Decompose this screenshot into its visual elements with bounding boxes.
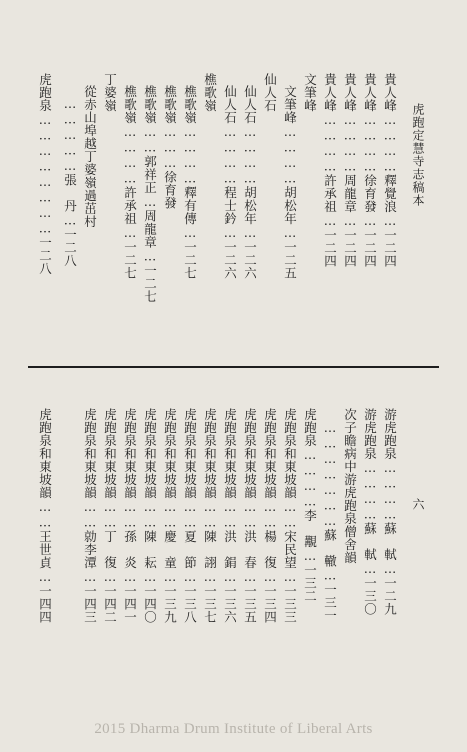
toc-entry: 次子瞻病中游虎跑泉僧舍韻 bbox=[342, 408, 358, 564]
page-number: 六 bbox=[411, 498, 425, 511]
toc-entry: 文筆峰 bbox=[302, 73, 318, 112]
toc-entry: 虎跑泉和東坡韻……丁 復…一四二 bbox=[102, 408, 118, 624]
toc-entry: 貴人峰…………許承祖…一二四 bbox=[322, 73, 338, 268]
toc-entry: 虎跑泉…………李 覯…一三二 bbox=[302, 408, 318, 603]
section-divider bbox=[28, 366, 439, 368]
toc-entry: 虎跑泉和東坡韻……陳 耘…一四〇 bbox=[142, 408, 158, 624]
toc-entry: 文筆峰…………胡松年…一二五 bbox=[282, 85, 298, 280]
toc-entry: 樵歌嶺…………釋有傳…一二七 bbox=[182, 85, 198, 280]
book-title: 虎跑定慧寺志稿本 bbox=[411, 103, 425, 207]
toc-entry: 從赤山埠越丁婆嶺過茁村 bbox=[82, 85, 98, 228]
toc-entry: 虎跑泉和東坡韻……陳 詡…一三七 bbox=[202, 408, 218, 624]
toc-entry: 虎跑泉和東坡韻……宋民望…一三三 bbox=[282, 408, 298, 624]
toc-entry: 樵歌嶺……郭祥正…周龍章…一二七 bbox=[142, 85, 158, 303]
toc-entry: 虎跑泉和東坡韻……勍李潭…一四三 bbox=[82, 408, 98, 624]
toc-entry: 虎跑泉和東坡韻……洪 鋗…一三六 bbox=[222, 408, 238, 624]
toc-entry: 樵歌嶺………徐育發 bbox=[162, 85, 178, 210]
toc-entry: 仙人石…………程士鈐…一二六 bbox=[222, 85, 238, 280]
toc-entry: 仙人石…………胡松年…一二六 bbox=[242, 85, 258, 280]
toc-entry: 仙人石 bbox=[262, 73, 278, 112]
toc-entry: 樵歌嶺…………許承祖…一二七 bbox=[122, 85, 138, 280]
toc-entry: 游虎跑泉…………蘇 軾…一二九 bbox=[382, 408, 398, 616]
toc-entry: 虎跑泉和東坡韻……慶 童…一三九 bbox=[162, 408, 178, 624]
toc-entry: ……………張 丹…一二八 bbox=[62, 96, 78, 267]
toc-entry: 貴人峰…………徐育發…一二四 bbox=[362, 73, 378, 268]
toc-entry: 貴人峰…………釋覺浪…一二四 bbox=[382, 73, 398, 268]
toc-entry: 虎跑泉和東坡韻……孫 炎…一四一 bbox=[122, 408, 138, 624]
watermark: 2015 Dharma Drum Institute of Liberal Arts bbox=[94, 721, 373, 737]
toc-entry: 虎跑泉和東坡韻……夏 節…一三八 bbox=[182, 408, 198, 624]
toc-entry: 游虎跑泉…………蘇 軾…一三〇 bbox=[362, 408, 378, 616]
toc-entry: 虎跑泉和東坡韻……王世貞…一四四 bbox=[37, 408, 53, 624]
toc-entry: 虎跑泉和東坡韻……楊 復…一三四 bbox=[262, 408, 278, 624]
toc-entry: 樵歌嶺 bbox=[202, 73, 218, 112]
toc-entry: 丁婆嶺 bbox=[102, 73, 118, 112]
toc-entry: 貴人峰…………周龍章…一二四 bbox=[342, 73, 358, 268]
toc-entry: 虎跑泉和東坡韻……洪 春…一三五 bbox=[242, 408, 258, 624]
toc-entry: 虎跑泉……………………一二八 bbox=[37, 73, 53, 275]
toc-entry: …………………蘇 轍…一三一 bbox=[322, 420, 338, 622]
